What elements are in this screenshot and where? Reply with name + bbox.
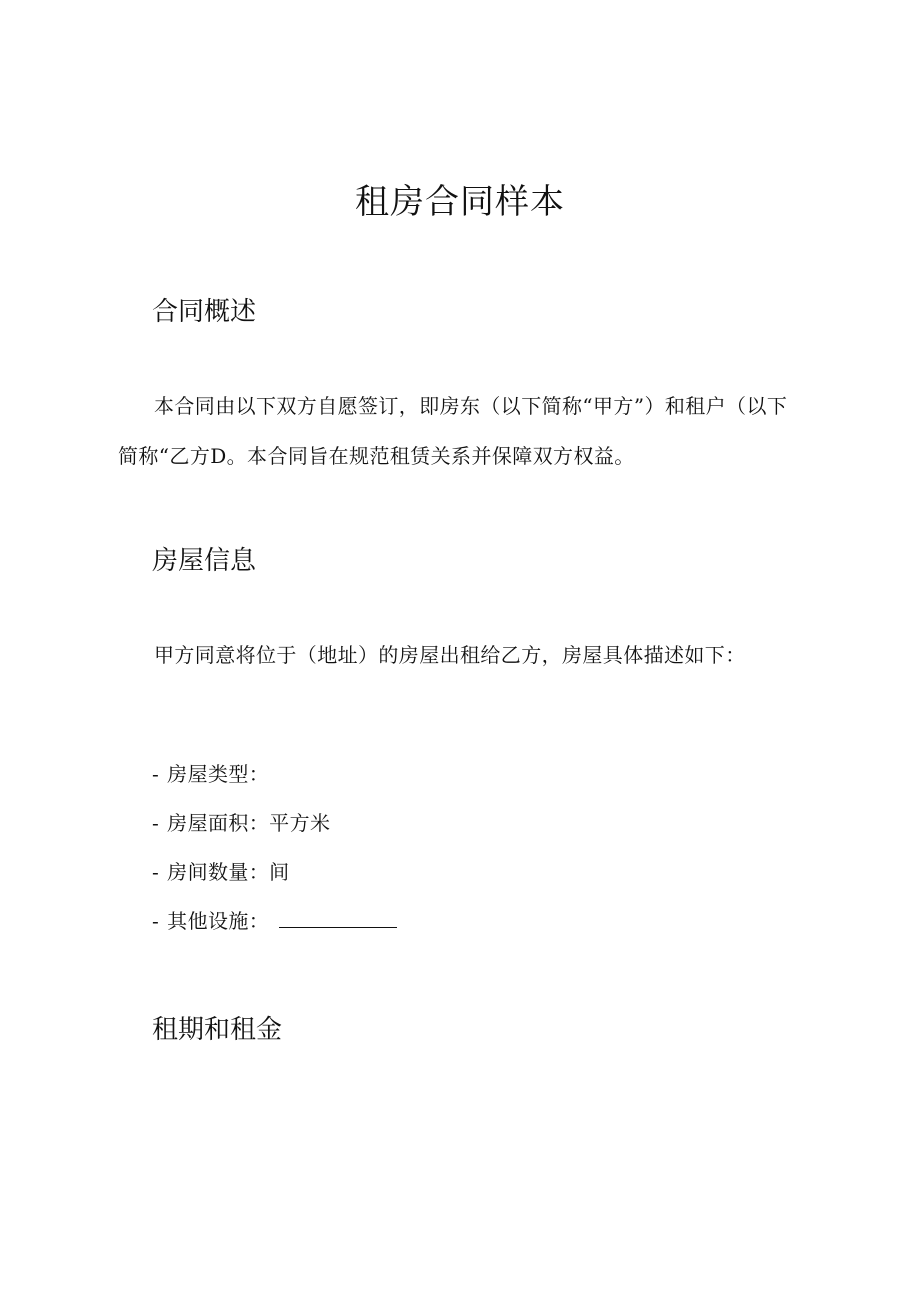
section-heading-term-and-rent: 租期和租金 [152,1015,283,1045]
section-heading-overview: 合同概述 [152,297,257,327]
list-item-text: 房屋类型： [167,762,270,786]
list-dash: - [152,909,160,933]
overview-paragraph: 本合同由以下双方自愿签订，即房东（以下简称“甲方”）和租户（以下简称“乙方D。本合同旨在规范租赁关系并保障双方权益。 [118,394,788,468]
list-dash: - [152,762,160,786]
section-heading-house-info: 房屋信息 [152,546,257,576]
document-title: 租房合同样本 [355,182,565,222]
house-info-paragraph: 甲方同意将位于（地址）的房屋出租给乙方，房屋具体描述如下： [154,643,746,667]
house-details-list [152,750,397,946]
fill-in-blank-line [279,913,397,928]
list-item-text: 其他设施： [167,909,270,933]
list-item [152,799,397,848]
list-dash: - [152,860,160,884]
list-item [152,750,397,799]
list-dash: - [152,811,160,835]
list-item-text: 房屋面积：平方米 [167,811,331,835]
list-item-text: 房间数量：间 [167,860,290,884]
list-item [152,848,397,897]
list-item [152,897,397,946]
